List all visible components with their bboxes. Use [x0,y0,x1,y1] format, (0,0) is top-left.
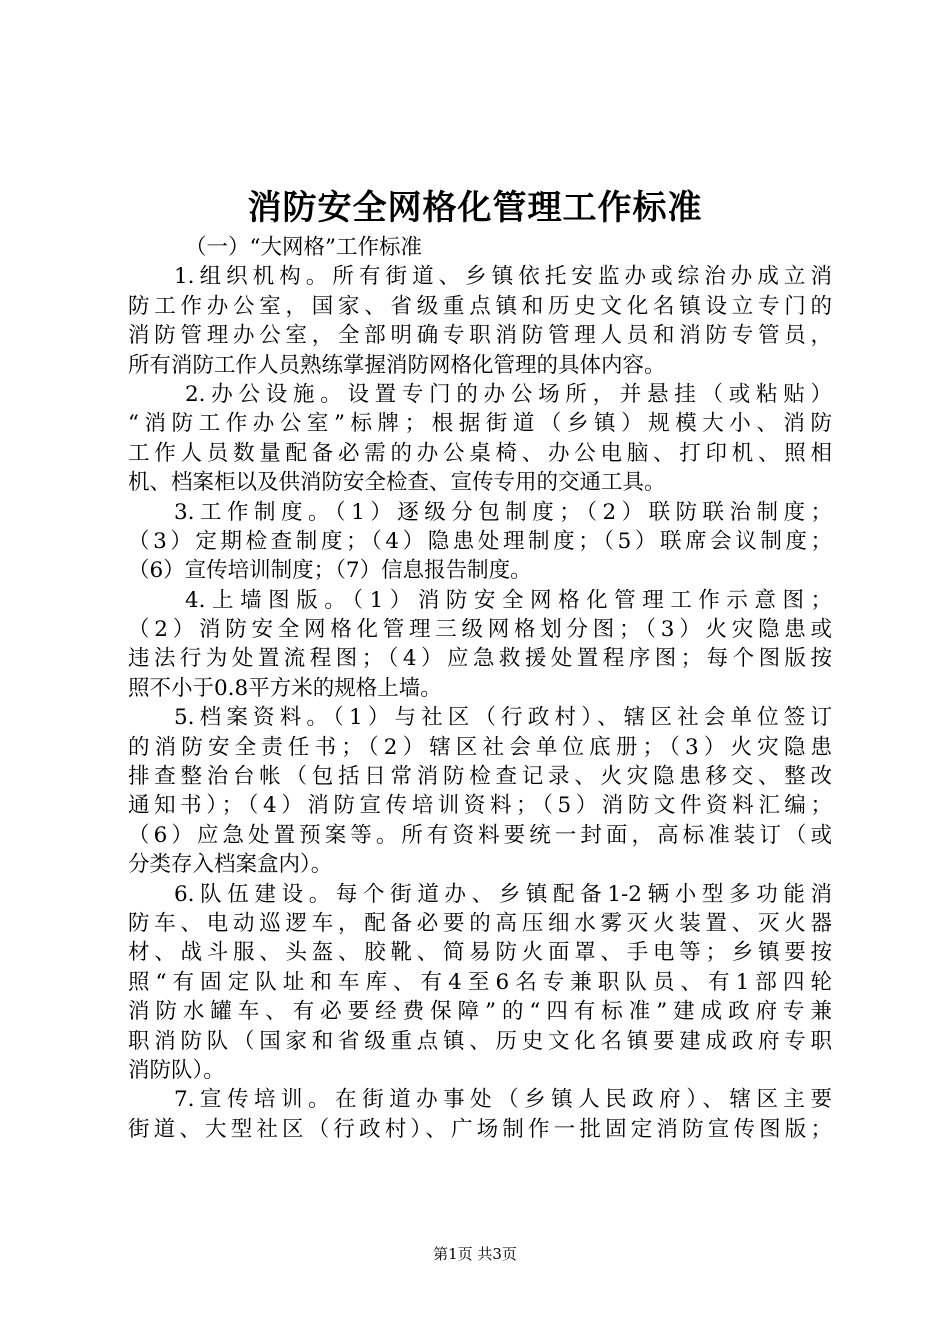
paragraph-line: 机、档案柜以及供消防安全检查、宣传专用的交通工具。 [128,470,666,496]
paragraph-line: 违法行为处置流程图；（4）应急救援处置程序图；每个图版按 [128,646,832,672]
paragraph-line: 消防管理办公室，全部明确专职消防管理人员和消防专管员， [128,323,832,349]
paragraph-line: （3）定期检查制度；（4）隐患处理制度；（5）联席会议制度； [128,528,832,554]
paragraph-line: （2）消防安全网格化管理三级网格划分图；（3）火灾隐患或 [128,617,832,643]
document-title: 消防安全网格化管理工作标准 [247,188,703,228]
document-body [128,233,832,1144]
paragraph-line: “消防工作办公室”标牌；根据街道（乡镇）规模大小、消防 [128,411,832,437]
paragraph-line: 2.办公设施。设置专门的办公场所，并悬挂（或粘贴） [185,381,832,407]
paragraph-line: （6）宣传培训制度；（7）信息报告制度。 [128,558,532,584]
paragraph-line: 工作人员数量配备必需的办公桌椅、办公电脑、打印机、照相 [128,440,832,466]
paragraph-line: 消防水罐车、有必要经费保障”的“四有标准”建成政府专兼 [128,999,832,1025]
paragraph-line: 街道、大型社区（行政村）、广场制作一批固定消防宣传图版； [128,1116,832,1142]
paragraph-line: 防车、电动巡逻车，配备必要的高压细水雾灭火装置、灭火器 [128,910,832,936]
paragraph-line: 1.组织机构。所有街道、乡镇依托安监办或综治办成立消 [174,264,832,290]
paragraph-line: 分类存入档案盒内）。 [128,852,333,878]
paragraph-line: 照不小于0.8平方米的规格上墙。 [128,675,442,701]
paragraph-line: 6.队伍建设。每个街道办、乡镇配备1-2辆小型多功能消 [174,881,832,907]
paragraph-line: 4.上墙图版。（1）消防安全网格化管理工作示意图； [185,587,832,613]
paragraph-line: 所有消防工作人员熟练掌握消防网格化管理的具体内容。 [128,352,666,378]
paragraph-line: 3.工作制度。（1）逐级分包制度；（2）联防联治制度； [174,499,832,525]
paragraph-line: 排查整治台帐（包括日常消防检查记录、火灾隐患移交、整改 [128,764,832,790]
page-footer: 第1页 共3页 [433,1245,517,1263]
paragraph-line: 照“有固定队址和车库、有4至6名专兼职队员、有1部四轮 [128,969,832,995]
paragraph-line: 消防队）。 [128,1057,225,1083]
paragraph-line: 职消防队（国家和省级重点镇、历史文化名镇要建成政府专职 [128,1028,832,1054]
paragraph-line: 5.档案资料。（1）与社区（行政村）、辖区社会单位签订 [174,705,832,731]
paragraph-line: 材、战斗服、头盔、胶靴、简易防火面罩、手电等；乡镇要按 [128,940,832,966]
paragraph-line: 防工作办公室，国家、省级重点镇和历史文化名镇设立专门的 [128,293,832,319]
section-heading: （一）“大网格”工作标准 [185,235,422,260]
paragraph-line: （6）应急处置预案等。所有资料要统一封面，高标准装订（或 [128,822,832,848]
paragraph-line: 7.宣传培训。在街道办事处（乡镇人民政府）、辖区主要 [174,1087,832,1113]
paragraph-line: 通知书）；（4）消防宣传培训资料；（5）消防文件资料汇编； [128,793,832,819]
paragraph-line: 的消防安全责任书；（2）辖区社会单位底册；（3）火灾隐患 [128,734,832,760]
